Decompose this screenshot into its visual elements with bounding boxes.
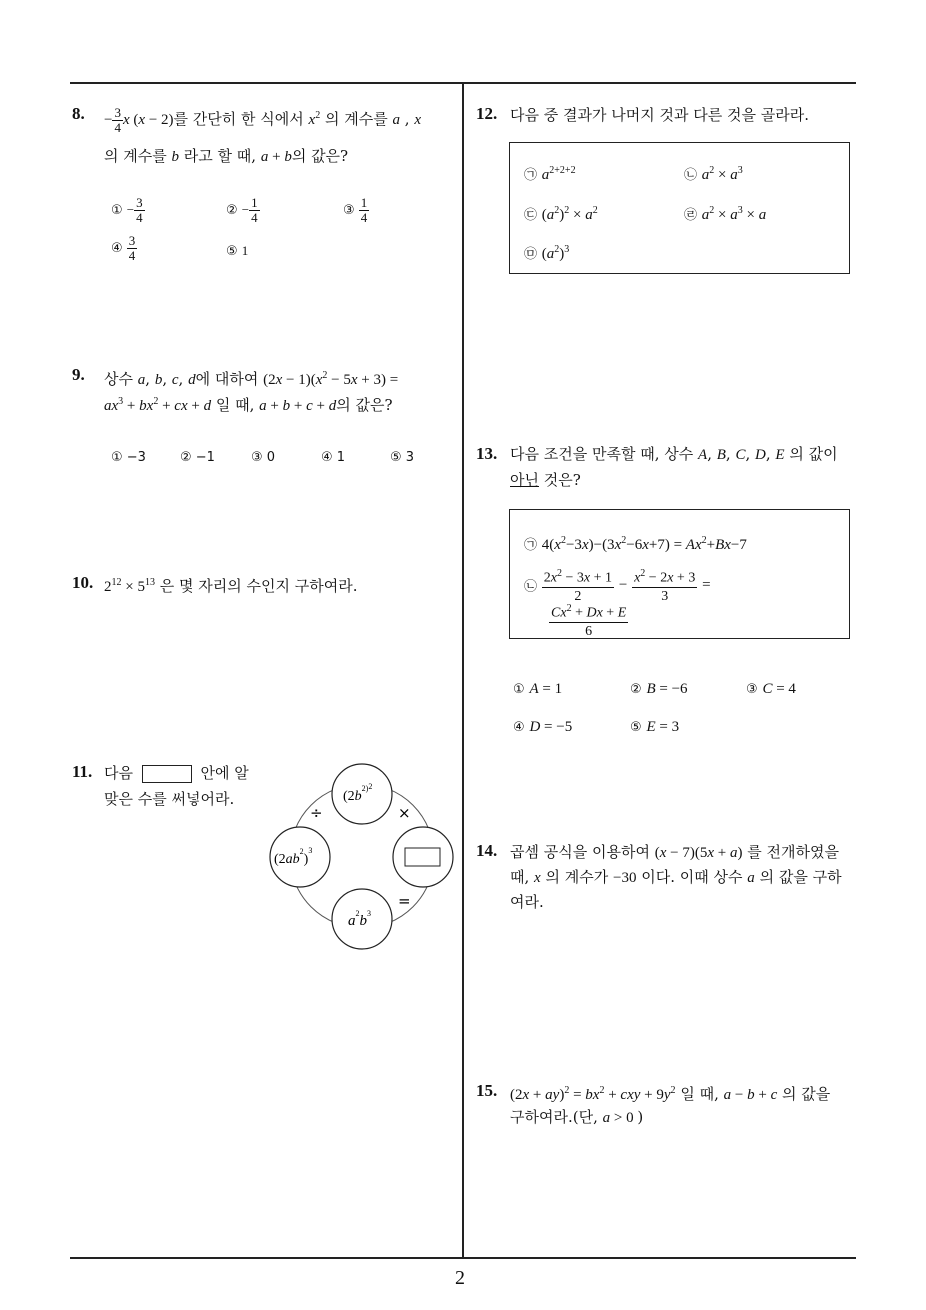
node-top-expr: $(2b^2)2$ (343, 782, 373, 804)
option-e[interactable]: ㉤ $(a^2)^3$ (524, 244, 570, 262)
question-text-line1: 다음 조건을 만족할 때, 상수 A, B, C, D, E 의 값이 (510, 445, 838, 463)
fraction: $\frac{3}{4}$ (114, 104, 121, 135)
question-text-line2: 때, x 의 계수가 −30 이다. 이때 상수 a 의 값을 구하 (510, 868, 842, 886)
question-text-line1: $(2x + ay)^2 = bx^2$ + cxy + $9y^2$ 일 때, a − b + c 의 값을 (510, 1085, 831, 1103)
question-text-line2: 맞은 수를 써넣어라. (104, 790, 235, 808)
question-text-line1: 다음 안에 알 (104, 764, 249, 782)
question-text-line3: 여라. (510, 893, 544, 911)
choice-2[interactable]: ② − $\frac{1}{4}$ (226, 195, 258, 225)
op-divide: ÷ (310, 804, 323, 822)
question-number: 15. (476, 1081, 498, 1100)
question-number: 14. (476, 841, 498, 860)
node-bottom-expr: $a^2b^3$ (348, 909, 371, 929)
cycle-diagram (260, 760, 460, 960)
choice-3[interactable]: ③ 0 (251, 450, 276, 465)
option-a[interactable]: ㉠ $a^{2+2+2}$ (524, 165, 576, 183)
choice-5[interactable]: ⑤ 1 (226, 243, 249, 259)
question-number: 13. (476, 444, 498, 463)
diagram-blank-box (405, 848, 440, 866)
choice-3[interactable]: ③ C = 4 (746, 681, 796, 697)
op-equals: = (398, 892, 411, 910)
choice-4[interactable]: ④ 1 (321, 450, 346, 465)
question-text-line1: 곱셈 공식을 이용하여 (x − 7)(5x + a) 를 전개하였을 (510, 843, 839, 861)
node-top (332, 764, 392, 824)
question-number: 8. (72, 104, 85, 123)
question-number: 11. (72, 762, 93, 781)
condition-2-rhs: $\frac{Cx^2 + Dx + E}{6}$ (549, 600, 628, 640)
question-text-line2: 의 계수를 b 라고 할 때, a + b의 값은? (104, 147, 349, 165)
choice-4[interactable]: ④ D = −5 (513, 719, 573, 735)
option-b[interactable]: ㉡ $a^2 \times a^3$ (684, 165, 743, 183)
choice-2[interactable]: ② −1 (180, 450, 215, 465)
question-text-line2: $ax^3 + bx^2$ + cx + d 일 때, a + b + c + d의 값은? (104, 396, 393, 414)
option-d[interactable]: ㉣ $a^2 \times a^3 \times a$ (684, 205, 767, 223)
option-c[interactable]: ㉢ $(a^2)^2 \times a^2$ (524, 205, 598, 223)
choice-5[interactable]: ⑤ E = 3 (630, 719, 680, 735)
answer-blank-box[interactable] (142, 765, 192, 783)
choice-1[interactable]: ① −3 (111, 450, 146, 465)
question-text: $2^{12} \times 5^{13}$ 은 몇 자리의 수인지 구하여라. (104, 577, 358, 595)
question-text-line2: 구하여라.(단, a > 0 ) (510, 1108, 644, 1126)
column-divider (462, 82, 464, 1258)
question-text-line2: 아닌 것은? (510, 471, 581, 489)
choice-5[interactable]: ⑤ 3 (390, 450, 415, 465)
choice-1[interactable]: ① A = 1 (513, 681, 563, 697)
condition-2: ㉡ $\frac{2x^2 - 3x + 1}{2}$ − $\frac{x^2 - 2x + 3}{3}$ = (524, 565, 711, 605)
op-times: × (398, 804, 411, 822)
choice-3[interactable]: ③ $\frac{1}{4}$ (343, 195, 368, 225)
choice-1[interactable]: ① − $\frac{3}{4}$ (111, 195, 143, 225)
question-text-line1: − $\frac{3}{4}$ x (x − 2)를 간단히 한 식에서 $x^2$ 의 계수를 a , x (104, 104, 422, 135)
page-number: 2 (455, 1267, 465, 1289)
choice-4[interactable]: ④ $\frac{3}{4}$ (111, 233, 136, 263)
condition-1: ㉠ $4(x^2-3x)-(3x^2-6x+7) = Ax^2+Bx-7$ (524, 535, 747, 553)
question-text-line1: 상수 a, b, c, d에 대하여 $(2x - 1)(x^2 - 5x + 3)$ = (104, 370, 399, 388)
question-number: 10. (72, 573, 94, 592)
question-number: 9. (72, 365, 85, 384)
question-text: 다음 중 결과가 나머지 것과 다른 것을 골라라. (510, 106, 809, 124)
node-left-expr: $(2ab^2)^3$ (274, 846, 313, 867)
question-number: 12. (476, 104, 498, 123)
choice-2[interactable]: ② B = −6 (630, 681, 688, 697)
